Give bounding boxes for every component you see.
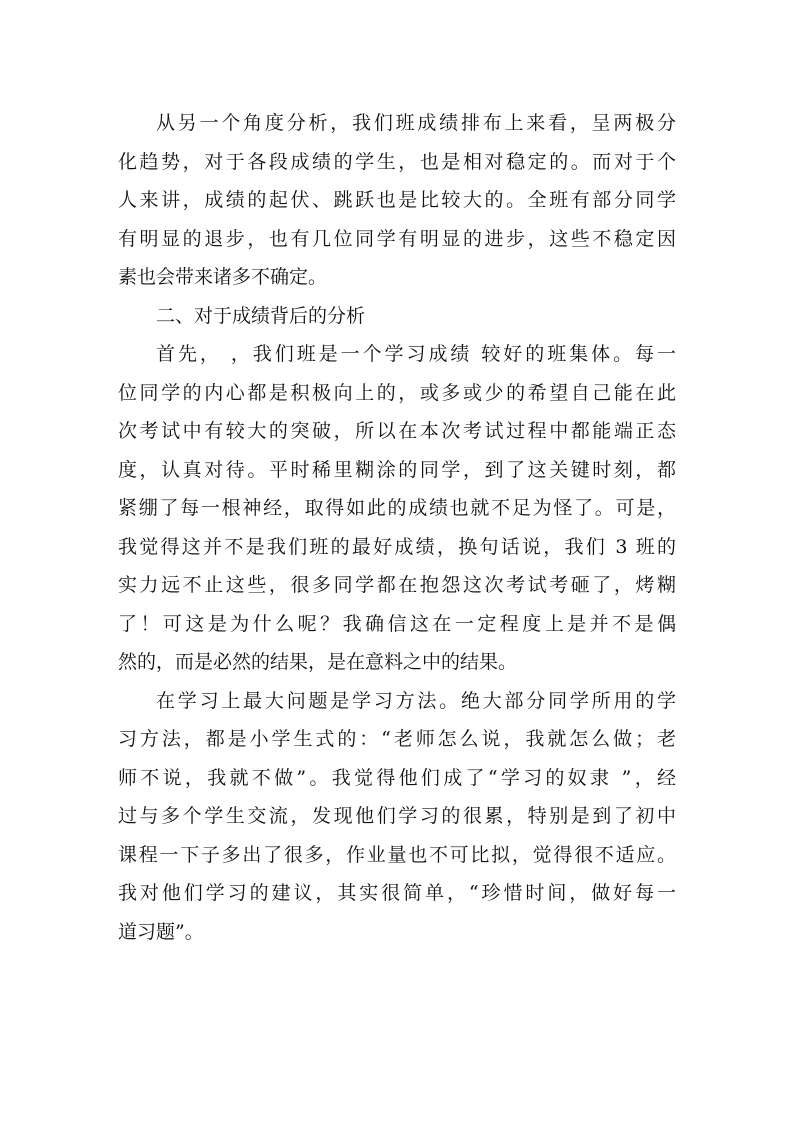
paragraph-line: 习方法，都是小学生式的：“老师怎么说，我就怎么做；老 [118, 728, 676, 750]
paragraph-line: 从另一个角度分析，我们班成绩排布上来看，呈两极分 [156, 112, 676, 134]
paragraph-line: 位同学的内心都是积极向上的，或多或少的希望自己能在此 [118, 381, 676, 404]
paragraph-line: 化趋势，对于各段成绩的学生，也是相对稳定的。而对于个 [118, 150, 676, 173]
paragraph-line: 在学习上最大问题是学习方法。绝大部分同学所用的学 [156, 689, 676, 712]
paragraph-line: 过与多个学生交流，发现他们学习的很累，特别是到了初中 [118, 805, 676, 827]
paragraph-line: 度，认真对待。平时稀里糊涂的同学，到了这关键时刻，都 [118, 458, 676, 481]
paragraph-line: 课程一下子多出了很多，作业量也不可比拟，觉得很不适应。 [118, 843, 676, 866]
paragraph-line: 人来讲，成绩的起伏、跳跃也是比较大的。全班有部分同学 [118, 189, 676, 211]
paragraph-line: 首先， ，我们班是一个学习成绩 较好的班集体。每一 [156, 343, 676, 365]
paragraph-line: 我对他们学习的建议，其实很简单，“珍惜时间，做好每一 [118, 882, 676, 904]
paragraph-line: 有明显的退步，也有几位同学有明显的进步，这些不稳定因 [118, 227, 676, 250]
paragraph-line: 紧绷了每一根神经，取得如此的成绩也就不足为怪了。可是， [118, 497, 676, 519]
paragraph-line: 素也会带来诸多不确定。 [118, 266, 328, 288]
paragraph-line: 次考试中有较大的突破，所以在本次考试过程中都能端正态 [118, 420, 676, 442]
section-heading: 二、对于成绩背后的分析 [156, 304, 366, 327]
paragraph-line: 道习题”。 [118, 920, 204, 943]
paragraph-line: 我觉得这并不是我们班的最好成绩，换句话说，我们 3 班的 [118, 535, 676, 558]
paragraph-line: 然的，而是必然的结果，是在意料之中的结果。 [118, 651, 518, 673]
paragraph-line: 师不说，我就不做”。我觉得他们成了“学习的奴隶 ”，经 [118, 766, 676, 789]
paragraph-line: 实力远不止这些，很多同学都在抱怨这次考试考砸了，烤糊 [118, 574, 676, 596]
paragraph-line: 了！可这是为什么呢？我确信这在一定程度上是并不是偶 [118, 612, 676, 635]
document-body [118, 104, 676, 951]
